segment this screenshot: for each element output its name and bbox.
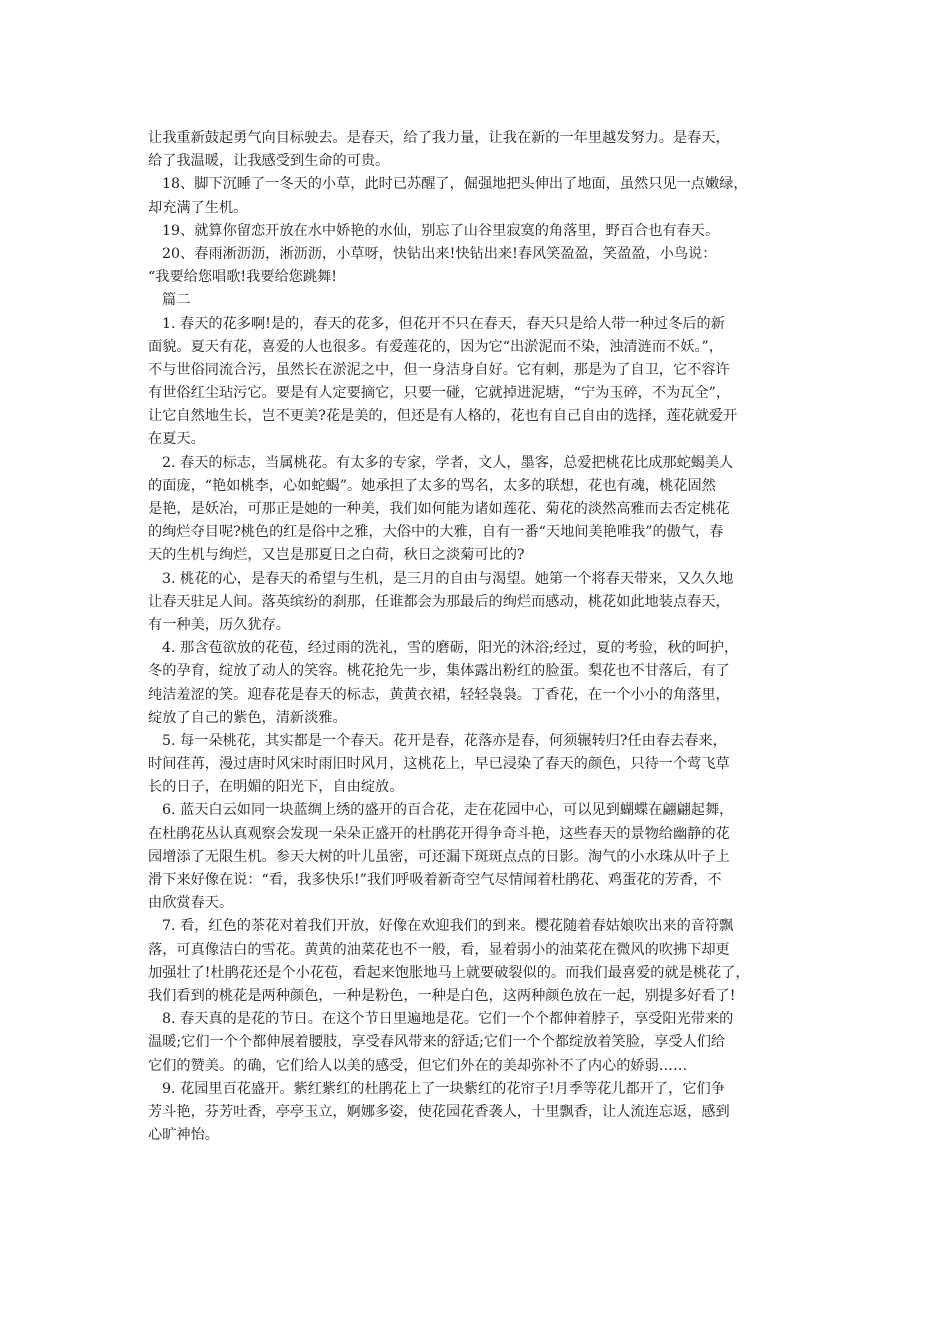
text-line: 1. 春天的花多啊!是的，春天的花多，但花开不只在春天，春天只是给人带一种过冬后的新	[162, 315, 725, 332]
text-line: 我们看到的桃花是两种颜色，一种是粉色，一种是白色，这两种颜色放在一起，别提多好看了!	[148, 987, 736, 1004]
text-line: 20、春雨淅沥沥，淅沥沥，小草呀，快钻出来!快钻出来!春风笑盈盈，笑盈盈，小鸟说：	[162, 245, 717, 262]
document-body	[148, 127, 812, 1147]
text-line: 19、就算你留恋开放在水中娇艳的水仙，别忘了山谷里寂寞的角落里，野百合也有春天。	[162, 222, 720, 239]
text-line: 心旷神怡。	[148, 1127, 219, 1144]
text-line: 让我重新鼓起勇气向目标驶去。是春天，给了我力量，让我在新的一年里越发努力。是春天，	[148, 130, 730, 146]
text-line: 园增添了无限生机。参天大树的叶儿虽密，可还漏下斑斑点点的日影。淘气的小水珠从叶子上	[148, 848, 730, 865]
text-line: 在杜鹃花丛认真观察会发现一朵朵正盛开的杜鹃花开得争奇斗艳，这些春天的景物给幽静的花	[148, 825, 730, 842]
text-line: 它们的赞美。的确，它们给人以美的感受，但它们外在的美却弥补不了内心的娇弱……	[148, 1057, 688, 1074]
text-line: 由欣赏春天。	[148, 895, 234, 912]
text-line: 2. 春天的标志，当属桃花。有太多的专家，学者，文人，墨客，总爱把桃花比成那蛇蝎美人	[162, 454, 734, 471]
text-line: 9. 花园里百花盛开。紫红紫红的杜鹃花上了一块紫红的花帘子!月季等花儿都开了，它们争	[162, 1080, 725, 1097]
text-line: 让春天驻足人间。落英缤纷的刹那，任谁都会为那最后的绚烂而感动，桃花如此地装点春天，	[148, 593, 730, 610]
text-line: 加强壮了!杜鹃花还是个小花苞，看起来饱胀地马上就要破裂似的。而我们最喜爱的就是桃花了，	[148, 964, 750, 981]
text-line: 长的日子，在明媚的阳光下，自由绽放。	[148, 779, 404, 796]
text-line: 纯洁羞涩的笑。迎春花是春天的标志，黄黄衣裙，轻轻袅袅。丁香花，在一个小小的角落里，	[148, 686, 730, 703]
text-line: 时间荏苒，漫过唐时风宋时雨旧时风月，这桃花上，早已浸染了春天的颜色，只待一个莺飞草	[148, 756, 730, 773]
text-line: 落，可真像洁白的雪花。黄黄的油菜花也不一般，看，显着弱小的油菜花在微风的吹拂下却更	[148, 941, 730, 958]
text-line: 冬的孕育，绽放了动人的笑容。桃花抢先一步，集体露出粉红的脸蛋。梨花也不甘落后，有了	[148, 663, 730, 680]
text-line: 温暖;它们一个个都伸展着腰肢，享受春风带来的舒适;它们一个个都绽放着笑脸，享受人们给	[148, 1034, 726, 1051]
text-line: 绽放了自己的紫色，清新淡雅。	[148, 709, 347, 726]
text-line: 18、脚下沉睡了一冬天的小草，此时已苏醒了，倔强地把头伸出了地面，虽然只见一点嫩绿，	[162, 176, 748, 193]
text-line: 8. 春天真的是花的节日。在这个节日里遍地是花。它们一个个都伸着脖子，享受阳光带来的	[162, 1011, 734, 1028]
text-line: 的面庞，“艳如桃李，心如蛇蝎”。她承担了太多的骂名，太多的联想，花也有魂，桃花固然	[148, 477, 716, 494]
text-line: 7. 看，红色的茶花对着我们开放，好像在欢迎我们的到来。樱花随着春姑娘吹出来的音符飘	[162, 918, 734, 935]
text-line: 不与世俗同流合污，虽然长在淤泥之中，但一身洁身自好。它有刺，那是为了自卫，它不容许	[148, 361, 730, 378]
text-line: 芳斗艳，芬芳吐香，亭亭玉立，婀娜多姿，使花园花香袭人，十里飘香，让人流连忘返，感到	[148, 1103, 730, 1120]
text-line: 有一种美，历久犹存。	[148, 616, 290, 633]
text-line: “我要给您唱歌!我要给您跳舞!	[148, 269, 337, 286]
text-line: 天的生机与绚烂，又岂是那夏日之白荷，秋日之淡菊可比的?	[148, 547, 525, 564]
text-line: 6. 蓝天白云如同一块蓝绸上绣的盛开的百合花，走在花园中心，可以见到蝴蝶在翩翩起舞，	[162, 802, 734, 819]
text-line: 在夏天。	[148, 431, 205, 448]
text-line: 有世俗红尘玷污它。要是有人定要摘它，只要一碰，它就掉进泥塘，“宁为玉碎，不为瓦全”，	[148, 385, 731, 402]
text-line: 篇二	[162, 292, 191, 309]
text-line: 4. 那含苞欲放的花苞，经过雨的洗礼，雪的磨砺，阳光的沐浴;经过，夏的考验，秋的呵护，	[162, 640, 739, 657]
text-line: 是艳，是妖冶，可那正是她的一种美，我们如何能为诸如莲花、菊花的淡然高雅而去否定桃花	[148, 501, 730, 517]
text-line: 5. 每一朵桃花，其实都是一个春天。花开是春，花落亦是春，何须辗转归?任由春去春来，	[162, 732, 727, 749]
text-line: 却充满了生机。	[148, 199, 248, 216]
text-line: 面貌。夏天有花，喜爱的人也很多。有爱莲花的，因为它“出淤泥而不染，浊清涟而不妖。”，	[148, 338, 723, 355]
text-line: 3. 桃花的心，是春天的希望与生机，是三月的自由与渴望。她第一个将春天带来，又久久地	[162, 570, 734, 587]
text-line: 的绚烂夺目呢?桃色的红是俗中之雅，大俗中的大雅，自有一番“天地间美艳唯我”的傲气，春	[148, 524, 724, 541]
text-line: 滑下来好像在说：“看，我多快乐!”我们呼吸着新奇空气尽情闻着杜鹃花、鸡蛋花的芳香，不	[148, 872, 722, 888]
text-line: 让它自然地生长，岂不更美?花是美的，但还是有人格的，花也有自己自由的选择，莲花就爱开	[148, 408, 738, 425]
text-line: 给了我温暖，让我感受到生命的可贵。	[148, 153, 390, 170]
